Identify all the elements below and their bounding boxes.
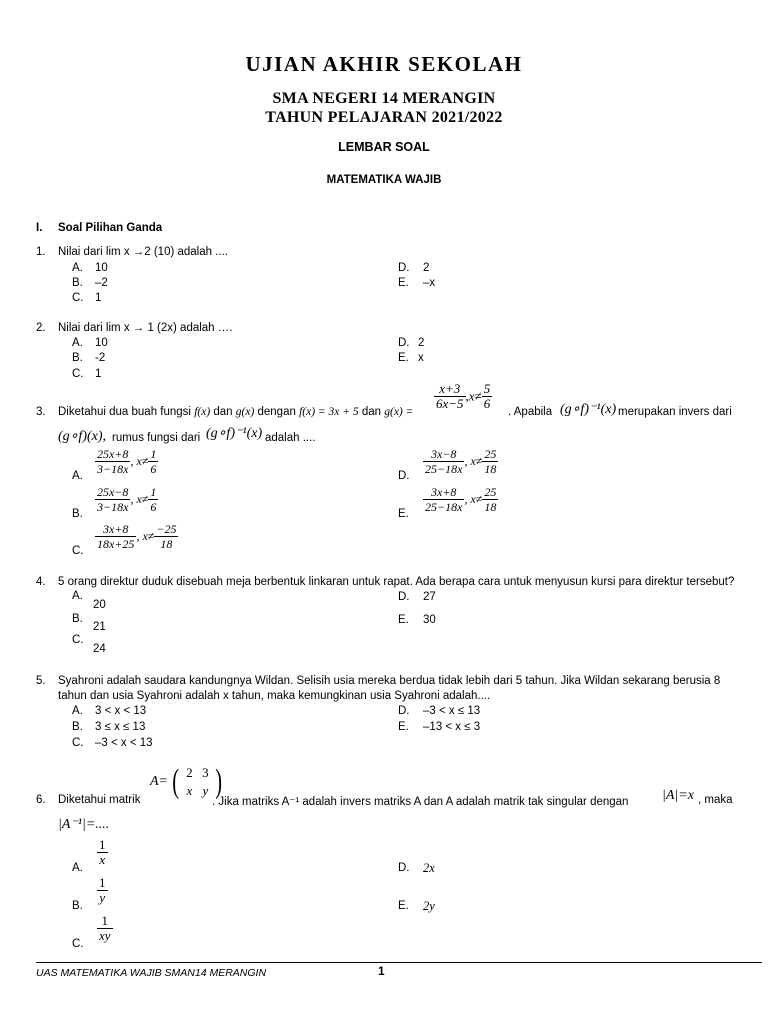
q6-option-a: $\frac{1}{x}$ bbox=[99, 837, 106, 867]
q5-text-line2: tahun dan usia Syahroni adalah x tahun, maka kemungkinan usia Syahroni adalah.... bbox=[58, 690, 491, 702]
q5-option-a: 3 < x < 13 bbox=[95, 705, 147, 717]
q1-text: Nilai dari lim x →2 (10) adalah .... bbox=[58, 246, 229, 258]
q6-option-c: $\frac{1}{xy}$ bbox=[99, 913, 111, 943]
q4-option-d: 27 bbox=[423, 591, 436, 603]
q6-option-a-label: A. bbox=[72, 862, 83, 874]
q2-option-e-label: E. bbox=[398, 352, 409, 364]
q6-question: |A⁻¹|=.... bbox=[58, 817, 110, 832]
q3-g-name: g(x) bbox=[235, 406, 255, 418]
q2-option-d: 2 bbox=[418, 337, 425, 349]
q5-option-b-label: B. bbox=[72, 721, 83, 733]
q3-composition: (g∘f)(x), bbox=[58, 429, 107, 444]
q1-option-d: 2 bbox=[423, 262, 430, 274]
q4-option-c-label: C. bbox=[72, 634, 84, 646]
q3-and: dan bbox=[213, 406, 233, 418]
q3-merupakan: merupakan invers dari bbox=[618, 406, 732, 418]
q4-text: 5 orang direktur duduk disebuah meja berbentuk linkaran untuk rapat. Ada berapa cara untuk menyusun kursi para direktur tersebut? bbox=[58, 576, 735, 588]
q6-m12: 3 bbox=[202, 765, 209, 780]
q1-option-d-label: D. bbox=[398, 262, 410, 274]
q3-option-c: $\frac{3x+8}{18x+25}$ , x≠ $\frac{-25}{18}$ bbox=[97, 522, 177, 551]
q4-option-e-label: E. bbox=[398, 614, 409, 626]
q3-inverse-expr-2: (g∘f)⁻¹(x) bbox=[206, 426, 263, 441]
q3-option-c-label: C. bbox=[72, 545, 84, 557]
q3-text-line1 bbox=[58, 406, 413, 418]
q2-option-d-label: D. bbox=[398, 337, 410, 349]
q1-option-e-label: E. bbox=[398, 277, 409, 289]
q4-option-d-label: D. bbox=[398, 591, 410, 603]
q6-matrix-a: A= ( 2 3 x y ) bbox=[150, 763, 223, 800]
section-title: Soal Pilihan Ganda bbox=[58, 222, 163, 234]
q5-option-e: –13 < x ≤ 3 bbox=[423, 721, 481, 733]
q4-option-b: 21 bbox=[93, 621, 106, 633]
q3-rumus: rumus fungsi dari bbox=[112, 432, 201, 444]
q6-option-d: 2x bbox=[423, 861, 435, 875]
q6-number: 6. bbox=[36, 794, 46, 806]
q2-text: Nilai dari lim x → 1 (2x) adalah …. bbox=[58, 322, 233, 334]
q3-f-name: f(x) bbox=[194, 406, 211, 418]
q5-option-c: –3 < x < 13 bbox=[95, 737, 153, 749]
q6-intro: Diketahui matrik bbox=[58, 794, 141, 806]
exam-title: UJIAN AKHIR SEKOLAH bbox=[245, 52, 523, 76]
q4-option-c: 24 bbox=[93, 643, 106, 655]
q3-option-e-label: E. bbox=[398, 508, 409, 520]
q6-m11: 2 bbox=[186, 765, 193, 780]
q4-option-e: 30 bbox=[423, 614, 436, 626]
q6-m22: y bbox=[202, 783, 209, 798]
q1-number: 1. bbox=[36, 246, 46, 258]
q1-option-b: –2 bbox=[95, 277, 108, 289]
sheet-label: LEMBAR SOAL bbox=[338, 140, 430, 154]
q1-option-b-label: B. bbox=[72, 277, 83, 289]
q3-apabila: . Apabila bbox=[508, 406, 553, 418]
q5-option-a-label: A. bbox=[72, 705, 83, 717]
q1-option-a-label: A. bbox=[72, 262, 83, 274]
q1-option-c: 1 bbox=[95, 292, 102, 304]
q3-option-e: $\frac{3x+8}{25-18x}$ , x≠ $\frac{25}{18}$ bbox=[425, 485, 497, 514]
q3-option-b: $\frac{25x-8}{3-18x}$ , x≠ $\frac{1}{6}$ bbox=[97, 485, 157, 514]
footer-text: UAS MATEMATIKA WAJIB SMAN14 MERANGIN bbox=[36, 967, 267, 979]
section-number: I. bbox=[36, 222, 43, 234]
q3-g-definition: g(x) = bbox=[384, 406, 414, 418]
q5-option-d: –3 < x ≤ 13 bbox=[423, 705, 481, 717]
q3-number: 3. bbox=[36, 406, 46, 418]
q4-number: 4. bbox=[36, 576, 46, 588]
q2-option-a-label: A. bbox=[72, 337, 83, 349]
q2-option-e: x bbox=[418, 352, 424, 364]
footer-divider bbox=[36, 962, 762, 963]
q6-option-e-label: E. bbox=[398, 900, 409, 912]
q3-and-2: dan bbox=[361, 406, 382, 418]
q3-inverse-expr: (g∘f)⁻¹(x) bbox=[560, 402, 617, 417]
q3-option-a: $\frac{25x+8}{3-18x}$ , x≠ $\frac{1}{6}$ bbox=[97, 447, 157, 476]
q6-maka: , maka bbox=[698, 794, 733, 806]
q3-option-d: $\frac{3x-8}{25-18x}$ , x≠ $\frac{25}{18}$ bbox=[425, 447, 497, 476]
q5-number: 5. bbox=[36, 675, 46, 687]
q2-option-a: 10 bbox=[95, 337, 108, 349]
q2-option-c-label: C. bbox=[72, 368, 84, 380]
q6-text: . Jika matriks A⁻¹ adalah invers matriks A dan A adalah matrik tak singular dengan bbox=[212, 796, 629, 808]
q5-option-e-label: E. bbox=[398, 721, 409, 733]
q6-matrix-label: A= bbox=[150, 774, 168, 789]
q3-option-a-label: A. bbox=[72, 470, 83, 482]
q5-option-d-label: D. bbox=[398, 705, 410, 717]
q3-g-fraction: $\frac{x+3}{6x-5}$ ,x≠ $\frac{5}{6}$ bbox=[436, 381, 491, 411]
subject-label: MATEMATIKA WAJIB bbox=[326, 174, 442, 186]
q3-adalah: adalah .... bbox=[265, 432, 316, 444]
q4-option-a-label: A. bbox=[72, 590, 83, 602]
q2-number: 2. bbox=[36, 322, 46, 334]
q1-option-a: 10 bbox=[95, 262, 108, 274]
q6-option-b: $\frac{1}{y}$ bbox=[99, 875, 106, 905]
q4-option-b-label: B. bbox=[72, 613, 83, 625]
q3-f-definition: f(x) = 3x + 5 bbox=[299, 406, 359, 418]
q3-intro: Diketahui dua buah fungsi bbox=[58, 406, 191, 418]
q2-option-b: -2 bbox=[95, 352, 106, 364]
q2-option-b-label: B. bbox=[72, 352, 83, 364]
q5-option-c-label: C. bbox=[72, 737, 84, 749]
academic-year: TAHUN PELAJARAN 2021/2022 bbox=[265, 109, 503, 126]
q6-option-e: 2y bbox=[423, 899, 435, 913]
q5-text-line1: Syahroni adalah saudara kandungnya Wildan. Selisih usia mereka berdua tidak lebih dari 5 tahun. Jika Wildan sekarang berusia 8 bbox=[58, 675, 721, 687]
q4-option-a: 20 bbox=[93, 599, 106, 611]
q6-option-b-label: B. bbox=[72, 900, 83, 912]
q1-option-c-label: C. bbox=[72, 292, 84, 304]
q1-option-e: –x bbox=[423, 277, 436, 289]
q3-option-d-label: D. bbox=[398, 470, 410, 482]
q2-option-c: 1 bbox=[95, 368, 102, 380]
q5-option-b: 3 ≤ x ≤ 13 bbox=[95, 721, 146, 733]
q6-m21: x bbox=[186, 783, 193, 798]
q6-determinant: |A|=x bbox=[662, 788, 694, 803]
page-number: 1 bbox=[378, 964, 385, 978]
q3-option-b-label: B. bbox=[72, 508, 83, 520]
school-name: SMA NEGERI 14 MERANGIN bbox=[272, 90, 496, 107]
q3-with: dengan bbox=[257, 406, 296, 418]
q6-option-c-label: C. bbox=[72, 938, 84, 950]
q6-option-d-label: D. bbox=[398, 862, 410, 874]
